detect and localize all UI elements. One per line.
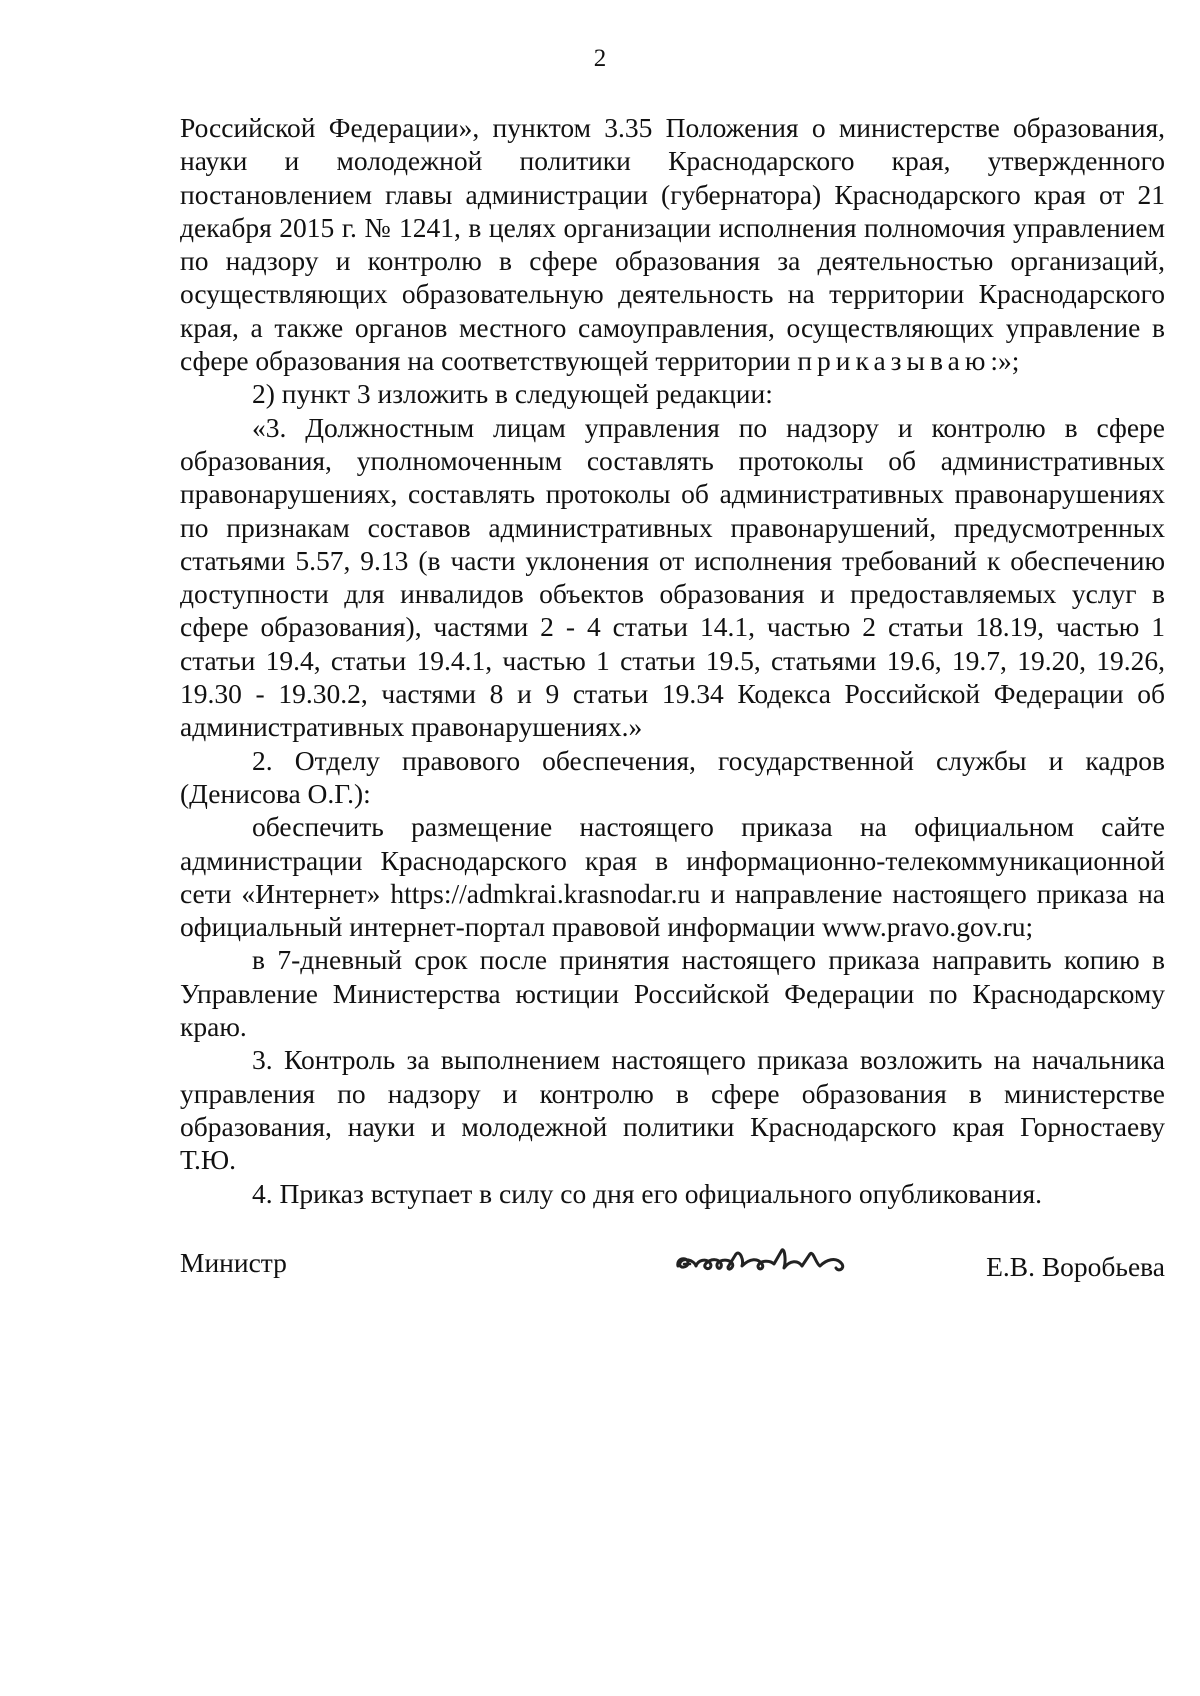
spaced-word-order: приказываю: [797, 345, 991, 377]
paragraph-new-point-3: «3. Должностным лицам управления по надзору и контролю в сфере образования, уполномоченным составлять протоколы об административных правонарушениях, составлять протоколы об административных правонарушениях по признакам составов административных правонарушений, предусмотренных статьями 5.57, 9.13 (в части уклонения от исполнения требований к обеспечению доступности для инвалидов объектов образования и предоставляемых услуг в сфере образования), частями 2 - 4 статьи 14.1, частью 2 статьи 18.19, частью 1 статьи 19.4, статьи 19.4.1, частью 1 статьи 19.5, статьями 19.6, 19.7, 19.20, 19.26, 19.30 - 19.30.2, частями 8 и 9 статьи 19.34 Кодекса Российской Федерации об административных правонарушениях.»: [180, 411, 1165, 743]
handwritten-signature: [670, 1236, 860, 1286]
paragraph-ministry-of-justice-copy: в 7-дневный срок после принятия настоящего приказа направить копию в Управление Министерства юстиции Российской Федерации по Краснодарскому краю.: [180, 944, 1165, 1043]
paragraph-publication: обеспечить размещение настоящего приказа на официальном сайте администрации Краснодарского края в информационно-телекоммуникационной сети «Интернет» https://admkrai.krasnodar.ru и направление настоящего приказа на официальный интернет-портал правовой информации www.pravo.gov.ru;: [180, 811, 1165, 943]
paragraph-preamble-continuation: [180, 111, 1165, 377]
paragraph-order-3-control: 3. Контроль за выполнением настоящего приказа возложить на начальника управления по надзору и контролю в сфере образования в министерстве образования, науки и молодежной политики Краснодарского края Горностаеву Т.Ю.: [180, 1044, 1165, 1176]
paragraph-item-2: 2) пункт 3 изложить в следующей редакции:: [252, 378, 773, 410]
paragraph-order-4-effective: 4. Приказ вступает в силу со дня его официального опубликования.: [252, 1177, 1043, 1209]
paragraph-text: Российской Федерации», пунктом 3.35 Положения о министерстве образования, науки и молодежной политики Краснодарского края, утвержденного постановлением главы администрации (губернатора) Краснодарского края от 21 декабря 2015 г. № 1241, в целях организации исполнения полномочия управлением по надзору и контролю в сфере образования за деятельностью организаций, осуществляющих образовательную деятельность на территории Краснодарского края, а также органов местного самоуправления, осуществляющих управление в сфере образования на соответствующей территории: [180, 112, 1165, 377]
paragraph-tail: :»;: [990, 345, 1020, 377]
signature-block: [180, 1246, 1165, 1306]
signatory-title: Министр: [180, 1247, 287, 1278]
paragraph-order-2: 2. Отделу правового обеспечения, государственной службы и кадров (Денисова О.Г.):: [180, 744, 1165, 809]
signatory-name: Е.В. Воробьева: [986, 1251, 1165, 1282]
page-number: 2: [593, 45, 607, 72]
document-body: [180, 111, 1165, 1210]
